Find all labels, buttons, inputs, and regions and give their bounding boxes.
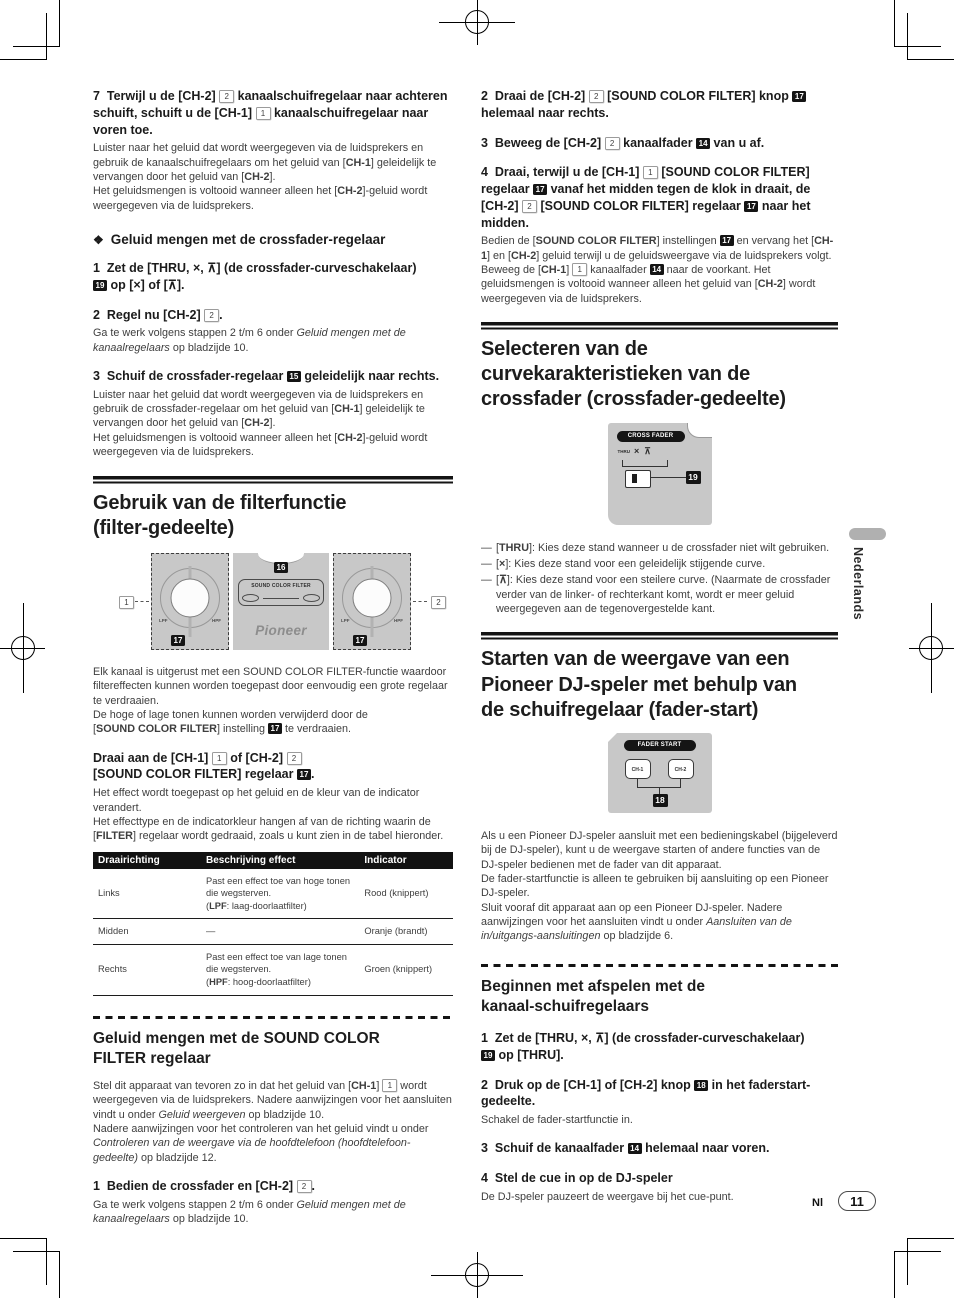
section-title-curve: Selecteren van de curvekarakteristieken van de crossfader (crossfader-gedeelte) — [481, 338, 786, 411]
callout-18-badge: 18 — [653, 794, 668, 807]
paragraph: Luister naar het geluid dat wordt weergegeven via de luidsprekers en gebruik de kanaalschuifregelaars om het geluid van [CH-1] geleidelijk te vervangen door het geluid van [CH-2]. Het geluidsmengen is voltooid wanneer alleen het [CH-2]-geluid wordt weergegeven via de luidsprekers. — [93, 142, 437, 212]
subsection-heading — [93, 232, 453, 247]
table-cell: — — [201, 919, 359, 945]
paragraph: Luister naar het geluid dat wordt weergegeven via de luidsprekers en gebruik de crossfader-regelaar om het geluid van [CH-1] geleidelijk te vervangen door het geluid van [CH-2]. Het geluidsmengen is voltooid wanneer alleen het [CH-2]-geluid wordt weergegeven via de luidsprekers. — [93, 388, 428, 459]
step-2-heading: 2 Regel nu [CH-2] 2 . — [93, 307, 223, 322]
knob-stem — [371, 615, 374, 637]
paragraph: Als u een Pioneer DJ-speler aansluit met een bedieningskabel (bijgeleverd bij de DJ-speler), kunt u de weergave starten of andere functies van de DJ-speler bedienen met de fader van dit apparaat. De fader-startfunctie is alleen te gebruiken bij aansluiting op een Pioneer DJ-speler. Sluit vooraf dit apparaat aan op een Pioneer DJ-speler. Nadere aanwijzingen voor het aansluiten vindt u onder Aansluiten van de in/uitgangs-aansluitingen op bladzijde 6. — [481, 829, 838, 943]
sound-color-filter-knob-ch2 — [333, 553, 411, 650]
curve-options-row — [618, 447, 656, 456]
step-3-heading: 3 Beweeg de [CH-2] 2 kanaalfader 14 van u af. — [481, 135, 765, 150]
table-cell: Rood (knippert) — [359, 869, 453, 919]
table-cell: Past een effect toe van hoge tonen die wegsterven. (LPF: laag-doorlaatfilter) — [201, 869, 359, 919]
dashed-divider — [481, 964, 838, 967]
steep-curve-icon: ⊼ — [644, 445, 651, 456]
table-cell: Rechts — [93, 944, 201, 995]
table-header-cell: Indicator — [359, 852, 453, 869]
list-item-text: [⊼]: Kies deze stand voor een steilere curve. (Naarmate de crossfader verder van de linker- of rechterkant komt, wordt er meer geluid weergegeven aan de tegenovergestelde kant. — [496, 574, 831, 616]
callout-17-badge: 17 — [353, 635, 367, 646]
step-1-heading: 1 Zet de [THRU, ×, ⊼] (de crossfader-curveschakelaar) 19 op [THRU]. — [481, 1031, 805, 1062]
print-mark — [895, 46, 941, 47]
subsection-title-begin: Beginnen met afspelen met de kanaal-schuifregelaars — [481, 977, 705, 1015]
list-item-text: [THRU]: Kies deze stand wanneer u de crossfader niet wilt gebruiken. — [496, 541, 830, 554]
cross-fader-label: CROSS FADER — [617, 431, 685, 442]
step-1-heading: 1 Bedien de crossfader en [CH-2] 2 . — [93, 1178, 316, 1193]
callout-19-badge: 19 — [686, 471, 701, 484]
panel-label-box — [238, 579, 324, 606]
paragraph: De DJ-speler pauzeert de weergave bij het cue-punt. — [481, 1190, 734, 1203]
right-column — [481, 88, 838, 1207]
filter-effect-table — [93, 852, 453, 996]
crossfader-section-diagram — [481, 423, 838, 531]
page-number: 11 — [838, 1191, 876, 1211]
knob-stem — [189, 615, 192, 637]
callout-1-badge: 1 — [119, 596, 134, 609]
sound-color-filter-knob-ch1 — [151, 553, 229, 650]
print-mark — [0, 59, 46, 60]
list-item — [481, 573, 838, 616]
lpf-label: LPF — [159, 617, 168, 623]
table-header-row — [93, 852, 453, 869]
print-mark — [477, 1252, 478, 1298]
curve-selector-switch — [625, 470, 651, 488]
section-divider — [481, 322, 838, 330]
print-mark — [894, 0, 895, 47]
print-mark — [907, 1238, 908, 1285]
step-2-heading: 2 Druk op de [CH-1] of [CH-2] knop 18 in het faderstart-gedeelte. — [481, 1077, 811, 1109]
step-4-heading: 4 Draai, terwijl u de [CH-1] 1 [SOUND COLOR FILTER] regelaar 17 vanaf het midden tegen de klok in draait, de [CH-2] 2 [SOUND COLOR FILTER] regelaar 17 naar het midden. — [481, 165, 811, 230]
table-row — [93, 869, 453, 919]
print-mark — [46, 1238, 47, 1285]
callout-line — [637, 779, 639, 787]
print-mark — [908, 59, 954, 60]
table-cell: Links — [93, 869, 201, 919]
panel-notch — [687, 423, 712, 438]
step-2-heading: 2 Draai de [CH-2] 2 [SOUND COLOR FILTER] knop 17 helemaal naar rechts. — [481, 88, 838, 122]
section-title-fader-start: Starten van de weergave van een Pioneer DJ-speler met behulp van de schuifregelaar (fader-start) — [481, 648, 797, 721]
print-mark — [46, 13, 47, 60]
print-mark — [907, 13, 908, 60]
section-title-filter: Gebruik van de filterfunctie (filter-gedeelte) — [93, 491, 347, 539]
table-cell: Oranje (brandt) — [359, 919, 453, 945]
fader-start-label: FADER START — [624, 740, 696, 751]
print-mark — [0, 1238, 46, 1239]
table-cell: Midden — [93, 919, 201, 945]
selector-bracket — [622, 460, 668, 467]
callout-17-badge: 17 — [171, 635, 185, 646]
panel-label: SOUND COLOR FILTER — [251, 582, 311, 589]
paragraph: Ga te werk volgens stappen 2 t/m 6 onder Geluid mengen met de kanaalregelaars op bladzijde 10. — [93, 327, 406, 354]
print-mark — [13, 1251, 59, 1252]
knob-icon — [353, 578, 392, 617]
sound-color-filter-panel — [233, 553, 329, 650]
hpf-label: HPF — [212, 617, 221, 623]
gradual-curve-icon: × — [634, 445, 640, 456]
footer-language-code: Nl — [812, 1197, 823, 1209]
print-mark — [59, 0, 60, 47]
panel-line — [263, 598, 299, 599]
left-column — [93, 88, 453, 1229]
paragraph: Elk kanaal is uitgerust met een SOUND COLOR FILTER-functie waardoor filtereffecten kunnen worden toegepast door eenvoudig een grote regelaar te verdraaien. De hoge of lage tonen kunnen worden verwijderd door de [SOUND COLOR FILTER] instelling 17 te verdraaien. — [93, 665, 448, 736]
dash-bullet: — — [481, 541, 492, 554]
step-7-heading: 7 Terwijl u de [CH-2] 2 kanaalschuifregelaar naar achteren schuift, schuift u de [CH-1] 1 kanaalschuifregelaar naar voren toe. — [93, 89, 448, 137]
language-label: Nederlands — [851, 547, 865, 621]
dashed-connector — [413, 601, 427, 602]
dashed-divider — [93, 1016, 453, 1019]
instruction-heading: Draai aan de [CH-1] 1 of [CH-2] 2 [SOUND COLOR FILTER] regelaar 17 . — [93, 750, 315, 782]
step-4-heading: 4 Stel de cue in op de DJ-speler — [481, 1171, 673, 1186]
ch2-button: CH-2 — [668, 759, 694, 779]
print-mark — [13, 46, 59, 47]
callout-2-badge: 2 — [431, 596, 446, 609]
pioneer-logo: Pioneer — [255, 622, 307, 638]
table-cell: Past een effect toe van lage tonen die wegsterven. (HPF: hoog-doorlaatfilter) — [201, 944, 359, 995]
paragraph: Ga te werk volgens stappen 2 t/m 6 onder Geluid mengen met de kanaalregelaars op bladzijde 10. — [93, 1198, 406, 1226]
print-mark — [477, 0, 478, 45]
print-mark — [895, 1251, 941, 1252]
language-tab — [849, 528, 886, 540]
switch-knob — [632, 474, 637, 483]
knob-icon — [171, 578, 210, 617]
step-1-heading: 1 Zet de [THRU, ×, ⊼] (de crossfader-curveschakelaar) 19 op [×] of [⊼]. — [93, 261, 417, 292]
dash-bullet: — — [481, 574, 492, 587]
paragraph: Bedien de [SOUND COLOR FILTER] instellingen 17 en vervang het [CH-1] en [CH-2] geluid terwijl u de geluidsweergave via de luidsprekers volgt. Beweeg de [CH-1] 1 kanaalfader 14 naar de voorkant. Het geluidsmengen is voltooid wanneer alleen het geluid van [CH-2] wordt weergegeven via de luidsprekers. — [481, 235, 834, 305]
print-mark — [931, 603, 932, 693]
diamond-icon: ❖ — [93, 233, 104, 248]
table-row — [93, 919, 453, 945]
callout-line — [680, 779, 682, 787]
dashed-connector — [135, 601, 149, 602]
ch1-button: CH-1 — [625, 759, 651, 779]
step-3-heading: 3 Schuif de kanaalfader 14 helemaal naar voren. — [481, 1141, 770, 1156]
list-item-text: [×]: Kies deze stand voor een geleidelijk stijgende curve. — [496, 557, 766, 570]
section-divider — [93, 476, 453, 484]
list-item — [481, 541, 838, 555]
table-header-cell: Beschrijving effect — [201, 852, 359, 869]
table-header-cell: Draairichting — [93, 852, 201, 869]
paragraph: Het effect wordt toegepast op het geluid en de kleur van de indicator verandert. Het effecttype en de indicatorkleur hangen af van de richting waarin de [FILTER] regelaar wordt gedraaid, zoals u kunt zien in de tabel hieronder. — [93, 787, 444, 843]
paragraph: Stel dit apparaat van tevoren zo in dat het geluid van [CH-1] 1 wordt weergegeven via de luidsprekers. Nadere aanwijzingen voor het aansluiten vindt u onder Geluid weergeven op bladzijde 10. Nadere aanwijzingen voor het controleren van het geluid vindt u onder Controleren van de weergave via de hoofdtelefoon (hoofdtelefoon-gedeelte) op bladzijde 12. — [93, 1079, 452, 1164]
filter-section-diagram — [93, 551, 453, 653]
step-3-heading: 3 Schuif de crossfader-regelaar 15 geleidelijk naar rechts. — [93, 369, 440, 384]
panel-notch — [608, 733, 617, 742]
callout-line — [650, 477, 686, 479]
fader-start-section-diagram — [481, 733, 838, 819]
paragraph: Schakel de fader-startfunctie in. — [481, 1114, 633, 1127]
thru-label: THRU — [617, 448, 630, 454]
crossfader-panel — [608, 423, 712, 525]
subsection-title-mix: Geluid mengen met de SOUND COLOR FILTER regelaar — [93, 1029, 380, 1067]
table-cell: Groen (knippert) — [359, 944, 453, 995]
print-mark — [23, 603, 24, 693]
print-mark — [908, 1238, 954, 1239]
section-divider — [481, 632, 838, 640]
subsection-label: Geluid mengen met de crossfader-regelaar — [110, 232, 386, 248]
indicator-led-right — [303, 594, 320, 602]
callout-16-badge: 16 — [274, 562, 288, 573]
lpf-label: LPF — [341, 617, 350, 623]
table-row — [93, 944, 453, 995]
dash-bullet: — — [481, 557, 492, 570]
indicator-led-left — [242, 594, 259, 602]
hpf-label: HPF — [394, 617, 403, 623]
list-item — [481, 557, 838, 571]
print-mark — [894, 1251, 895, 1298]
fader-start-panel — [608, 733, 712, 813]
print-mark — [59, 1251, 60, 1298]
